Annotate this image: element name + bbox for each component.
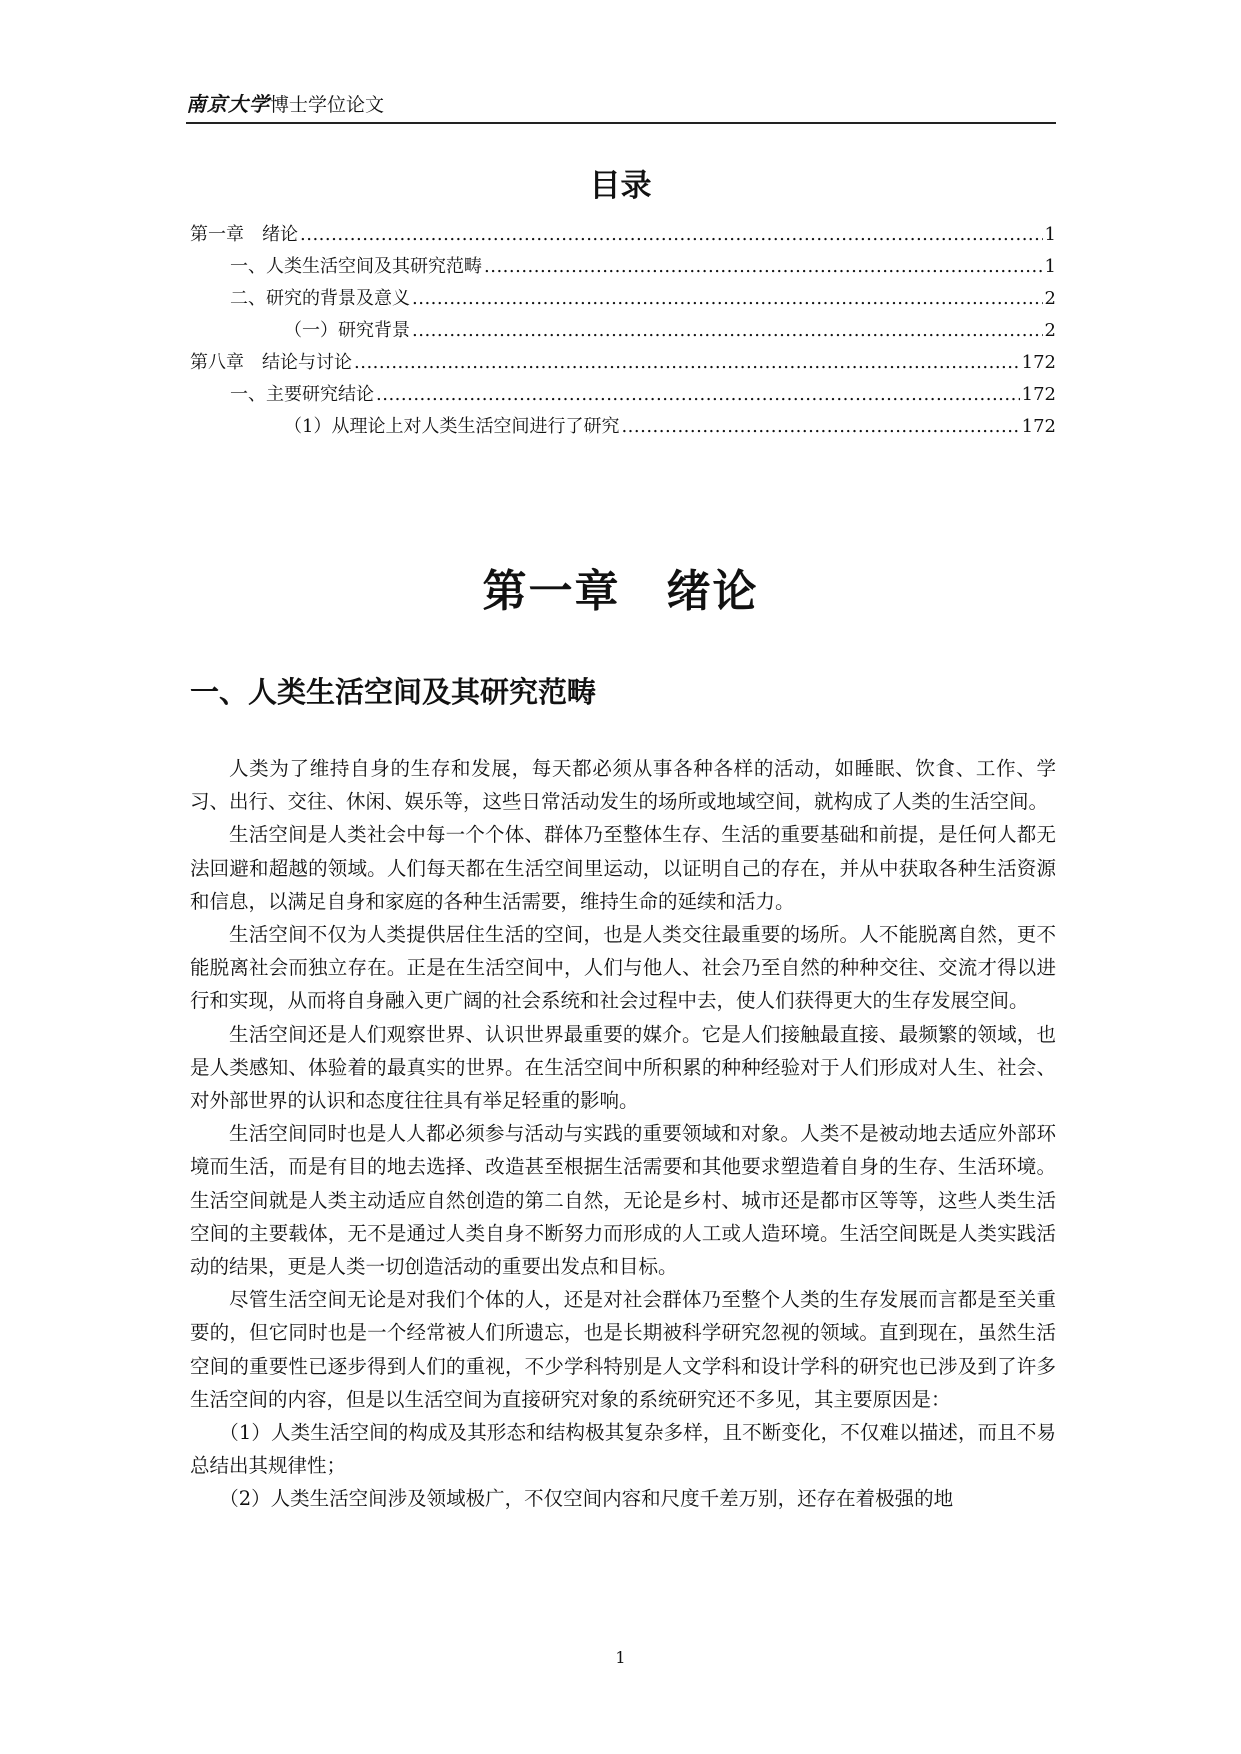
toc-entry-label: （1）从理论上对人类生活空间进行了研究 [284, 416, 620, 437]
table-of-contents [190, 220, 1056, 444]
toc-leader [621, 416, 1019, 437]
toc-leader [412, 288, 1043, 309]
paragraph: 生活空间是人类社会中每一个个体、群体乃至整体生存、生活的重要基础和前提，是任何人都无法回避和超越的领域。人们每天都在生活空间里运动，以证明自己的存在，并从中获取各种生活资源和信息，以满足自身和家庭的各种生活需要，维持生命的延续和活力。 [190, 823, 1056, 913]
section-title: 一、人类生活空间及其研究范畴 [190, 675, 597, 709]
toc-entry-label: 一、主要研究结论 [230, 384, 374, 405]
toc-entry-label: （一）研究背景 [284, 320, 410, 341]
toc-leader [376, 384, 1020, 405]
toc-entry[interactable] [190, 252, 1056, 284]
toc-entry[interactable] [190, 220, 1056, 252]
body-text [190, 752, 1056, 1516]
paragraph: 尽管生活空间无论是对我们个体的人，还是对社会群体乃至整个人类的生存发展而言都是至关重要的，但它同时也是一个经常被人们所遗忘，也是长期被科学研究忽视的领域。直到现在，虽然生活空间的重要性已逐步得到人们的重视，不少学科特别是人文学科和设计学科的研究也已涉及到了许多生活空间的内容，但是以生活空间为直接研究对象的系统研究还不多见，其主要原因是： [190, 1288, 1056, 1411]
toc-entry-label: 第八章 结论与讨论 [190, 352, 352, 373]
toc-entry-page: 172 [1021, 416, 1056, 437]
paragraph: 生活空间同时也是人人都必须参与活动与实践的重要领域和对象。人类不是被动地去适应外部环境而生活，而是有目的地去选择、改造甚至根据生活需要和其他要求塑造着自身的生存、生活环境。生活空间就是人类主动适应自然创造的第二自然，无论是乡村、城市还是都市区等等，这些人类生活空间的主要载体，无不是通过人类自身不断努力而形成的人工或人造环境。生活空间既是人类实践活动的结果，更是人类一切创造活动的重要出发点和目标。 [190, 1122, 1056, 1279]
paragraph: 生活空间不仅为人类提供居住生活的空间，也是人类交往最重要的场所。人不能脱离自然，更不能脱离社会而独立存在。正是在生活空间中，人们与他人、社会乃至自然的种种交往、交流才得以进行和实现，从而将自身融入更广阔的社会系统和社会过程中去，使人们获得更大的生存发展空间。 [190, 923, 1056, 1013]
toc-leader [412, 320, 1043, 341]
toc-entry-page: 1 [1044, 224, 1056, 245]
paragraph: 人类为了维持自身的生存和发展，每天都必须从事各种各样的活动，如睡眠、饮食、工作、学习、出行、交往、休闲、娱乐等，这些日常活动发生的场所或地域空间，就构成了人类的生活空间。 [190, 757, 1056, 814]
toc-entry[interactable] [190, 348, 1056, 380]
toc-entry-label: 第一章 绪论 [190, 224, 298, 245]
page-number: 1 [615, 1648, 626, 1667]
toc-entry-page: 1 [1044, 256, 1056, 277]
document-type: 博士学位论文 [270, 94, 385, 116]
toc-entry-page: 172 [1021, 384, 1056, 405]
toc-entry-label: 一、人类生活空间及其研究范畴 [230, 256, 482, 277]
toc-entry-page: 2 [1044, 320, 1056, 341]
toc-entry[interactable] [190, 316, 1056, 348]
list-item: （2）人类生活空间涉及领域极广，不仅空间内容和尺度千差万别，还存在着极强的地 [219, 1487, 954, 1511]
toc-title: 目录 [589, 168, 652, 204]
toc-entry-page: 172 [1021, 352, 1056, 373]
toc-entry[interactable] [190, 412, 1056, 444]
toc-leader [300, 224, 1043, 245]
paragraph: 生活空间还是人们观察世界、认识世界最重要的媒介。它是人们接触最直接、最频繁的领域，也是人类感知、体验着的最真实的世界。在生活空间中所积累的种种经验对于人们形成对人生、社会、对外部世界的认识和态度往往具有举足轻重的影响。 [190, 1022, 1056, 1113]
toc-entry[interactable] [190, 284, 1056, 316]
toc-entry-page: 2 [1044, 288, 1056, 309]
toc-entry[interactable] [190, 380, 1056, 412]
toc-leader [354, 352, 1020, 373]
list-item: （1）人类生活空间的构成及其形态和结构极其复杂多样，且不断变化，不仅难以描述，而且不易总结出其规律性； [190, 1421, 1056, 1478]
chapter-title: 第一章 绪论 [482, 566, 759, 617]
toc-entry-label: 二、研究的背景及意义 [230, 288, 410, 309]
university-name: 南京大学 [186, 92, 270, 116]
toc-leader [484, 256, 1043, 277]
page-header [186, 88, 1056, 124]
